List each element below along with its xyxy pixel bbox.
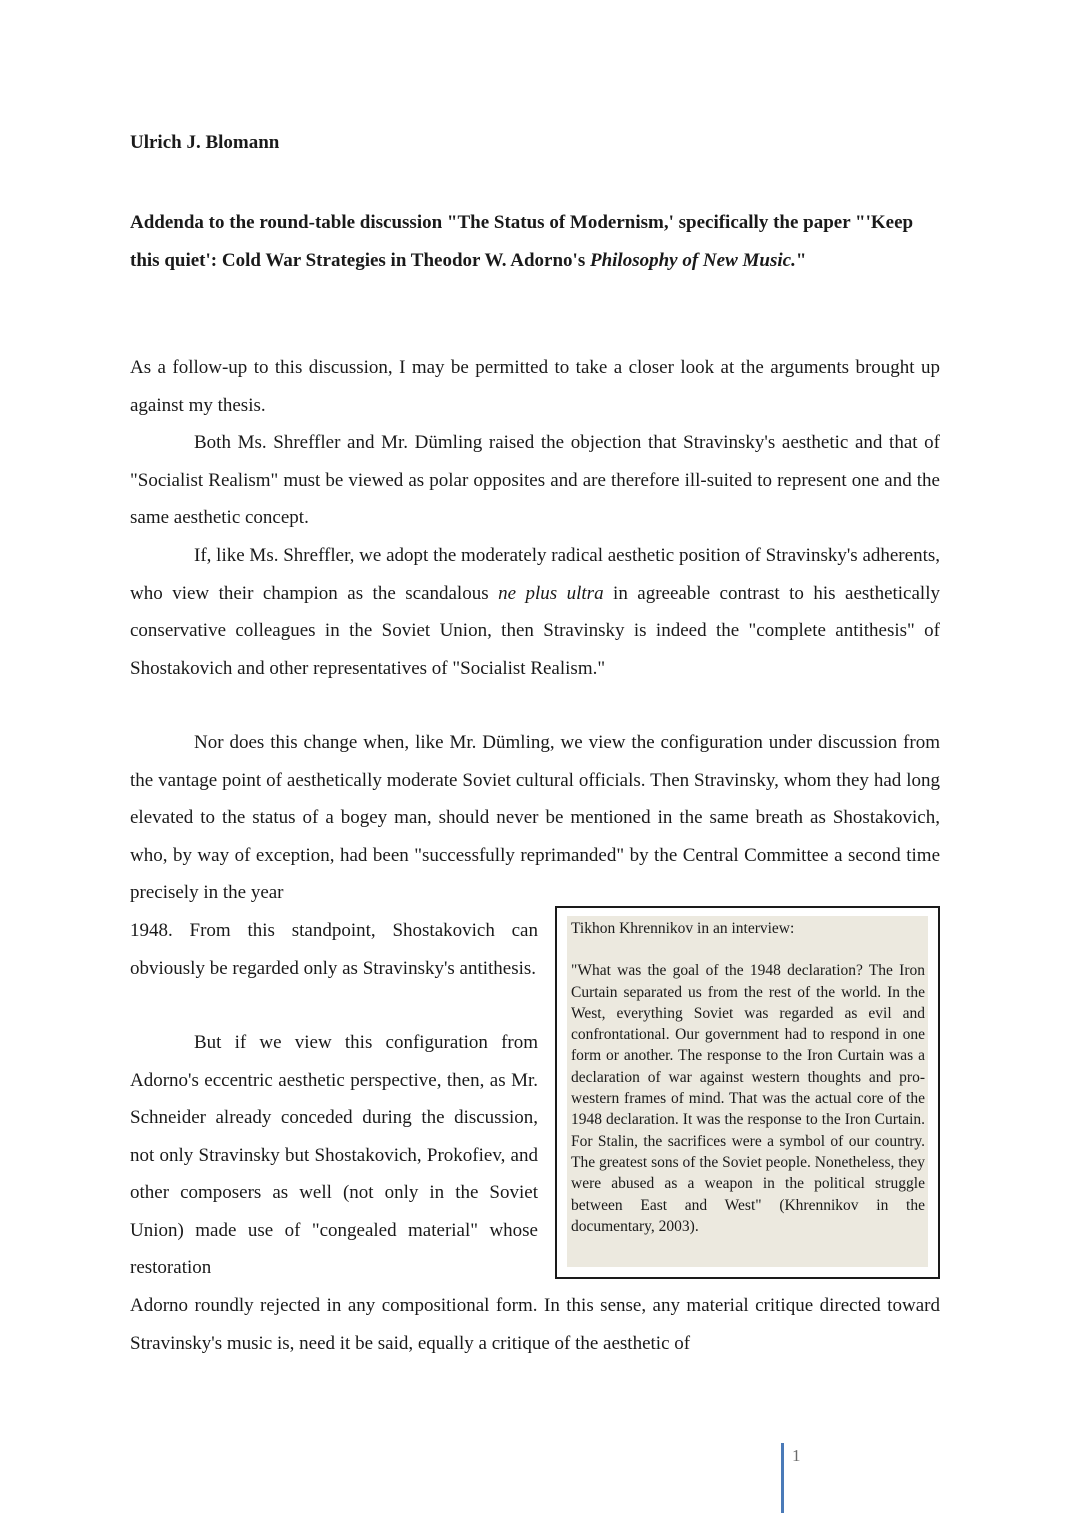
quote-heading: Tikhon Khrennikov in an interview: (571, 920, 795, 937)
paragraph-3-italic: ne plus ultra (498, 582, 604, 604)
quote-text: "What was the goal of the 1948 declaration? The Iron Curtain separated us from the rest of the world. In the West, everything Soviet was regarded as evil and confrontational. Our government had to respond in one form or another. The response to the Iron Curtain was a declaration of war against western thoughts and pro-western frames of mind. That was the actual core of the 1948 declaration. It was the response to the Iron Curtain. For Stalin, the sacrifices were a symbol of our country. The greatest sons of the Soviet people. Nonetheless, they were abused as a weapon in the political struggle between East and West" (Khrennikov in the documentary, 2003). (571, 962, 925, 1235)
author-name: Ulrich J. Blomann (130, 132, 280, 153)
paragraph-5-continued: Adorno roundly rejected in any compositional form. In this sense, any material critique directed toward Stravinsky's music is, need it be said, equally a critique of the aesthetic of (130, 1295, 940, 1354)
paragraph-3-text: If, like Ms. Shreffler, we adopt the moderately radical aesthetic position of Stravinsky's adherents, who view their champion as the scandalous (130, 545, 940, 604)
paragraph-3 (130, 537, 940, 687)
title-end: " (795, 250, 807, 271)
paragraph-2: Both Ms. Shreffler and Mr. Dümling raised the objection that Stravinsky's aesthetic and that of "Socialist Realism" must be viewed as polar opposites and are therefore ill-suited to represent one and the same aesthetic concept. (130, 432, 940, 528)
paragraph-3-rest: in agreeable contrast to his aesthetically conservative colleagues in the Soviet Union, then Stravinsky is indeed the "complete antithesis" of Shostakovich and other representatives of "Socialist Realism." (130, 582, 940, 679)
paper-title (130, 204, 940, 280)
page-number-bar (781, 1443, 784, 1513)
title-italic: Philosophy of New Music. (589, 250, 796, 271)
paragraph-4: Nor does this change when, like Mr. Dümling, we view the configuration under discussion from the vantage point of aesthetically moderate Soviet cultural officials. Then Stravinsky, whom they had long elevated to the status of a bogey man, should never be mentioned in the same breath as Shostakovich, who, by way of exception, had been "successfully reprimanded" by the Central Committee a second time precisely in the year (130, 732, 940, 903)
page-number: 1 (792, 1446, 801, 1465)
paragraph-1: As a follow-up to this discussion, I may be permitted to take a closer look at the arguments brought up against my thesis. (130, 357, 940, 416)
title-text: Addenda to the round-table discussion "The Status of Modernism,' specifically the paper "'Keep this quiet': Cold War Strategies in Theodor W. Adorno's (130, 212, 914, 271)
quote-content (567, 916, 928, 1267)
quote-sidebar (555, 906, 940, 1279)
paragraph-5: But if we view this configuration from Adorno's eccentric aesthetic perspective, then, as Mr. Schneider already conceded during the discussion, not only Stravinsky but Shostakovich, Prokofiev, and other composers as well (not only in the Soviet Union) made use of "congealed material" whose restoration (130, 1032, 538, 1278)
paragraph-4-continued: 1948. From this standpoint, Shostakovich can obviously be regarded only as Stravinsky's antithesis. (130, 920, 538, 979)
